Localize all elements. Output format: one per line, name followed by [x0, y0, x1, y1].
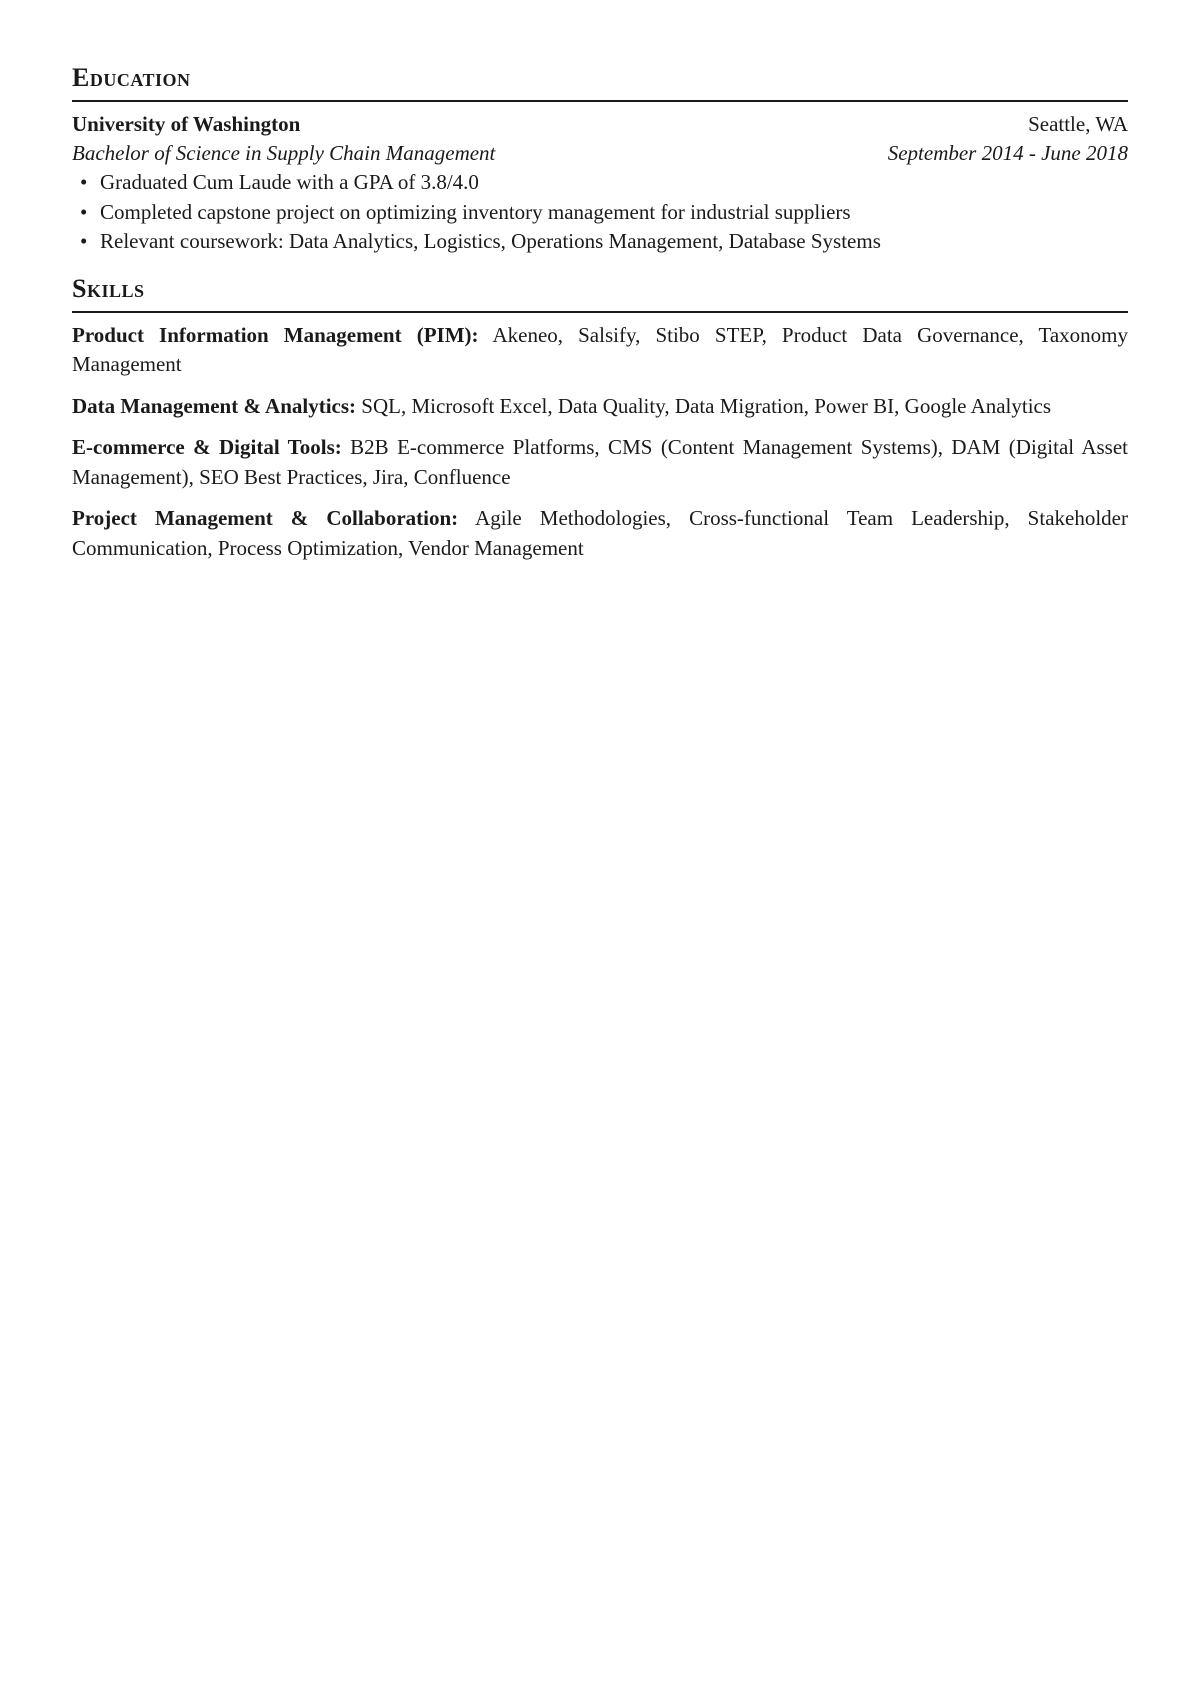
- degree-title: Bachelor of Science in Supply Chain Management: [72, 141, 496, 165]
- school-location: Seattle, WA: [1028, 112, 1128, 136]
- skill-value: SQL, Microsoft Excel, Data Quality, Data Migration, Power BI, Google Analytics: [361, 393, 1052, 418]
- skill-label: E-commerce & Digital Tools:: [72, 435, 342, 459]
- resume-page: [72, 62, 1128, 575]
- skill-item-pim: [72, 321, 1128, 380]
- list-item: [72, 198, 1128, 228]
- skill-value: Agile Methodologies, Cross-functional Team Leadership, Stakeholder Communication, Process Optimization, Vendor Management: [72, 506, 1128, 560]
- education-degree-row: [72, 139, 1128, 168]
- list-item: [72, 227, 1128, 257]
- degree-dates: September 2014 - June 2018: [887, 141, 1128, 165]
- bullet-text: Completed capstone project on optimizing inventory management for industrial suppliers: [100, 199, 851, 224]
- skill-value: Akeneo, Salsify, Stibo STEP, Product Data Governance, Taxonomy Management: [72, 322, 1129, 376]
- bullet-icon: •: [80, 199, 88, 224]
- bullet-icon: •: [80, 229, 88, 253]
- skill-label: Project Management & Collaboration:: [72, 506, 459, 530]
- school-name: University of Washington: [72, 112, 301, 136]
- education-entry: [72, 110, 1128, 257]
- education-section: [72, 62, 1128, 257]
- skill-label: Data Management & Analytics:: [72, 393, 357, 418]
- skill-item-project-management: [72, 504, 1128, 563]
- skill-label: Product Information Management (PIM):: [72, 322, 479, 347]
- section-divider: [72, 100, 1128, 102]
- bullet-text: Graduated Cum Laude with a GPA of 3.8/4.0: [100, 170, 479, 194]
- education-heading: Education: [72, 63, 191, 92]
- skills-section: [72, 273, 1128, 564]
- skill-item-ecommerce: [72, 433, 1128, 492]
- section-divider: [72, 311, 1128, 313]
- skills-heading: Skills: [72, 273, 145, 303]
- bullet-text: Relevant coursework: Data Analytics, Logistics, Operations Management, Database Systems: [100, 229, 881, 253]
- bullet-icon: •: [80, 170, 88, 194]
- list-item: [72, 168, 1128, 198]
- skill-value: B2B E-commerce Platforms, CMS (Content Management Systems), DAM (Digital Asset Management), SEO Best Practices, Jira, Confluence: [72, 435, 1129, 489]
- education-bullet-list: [72, 168, 1128, 257]
- education-school-row: [72, 110, 1128, 139]
- skill-item-data-management: [72, 392, 1128, 422]
